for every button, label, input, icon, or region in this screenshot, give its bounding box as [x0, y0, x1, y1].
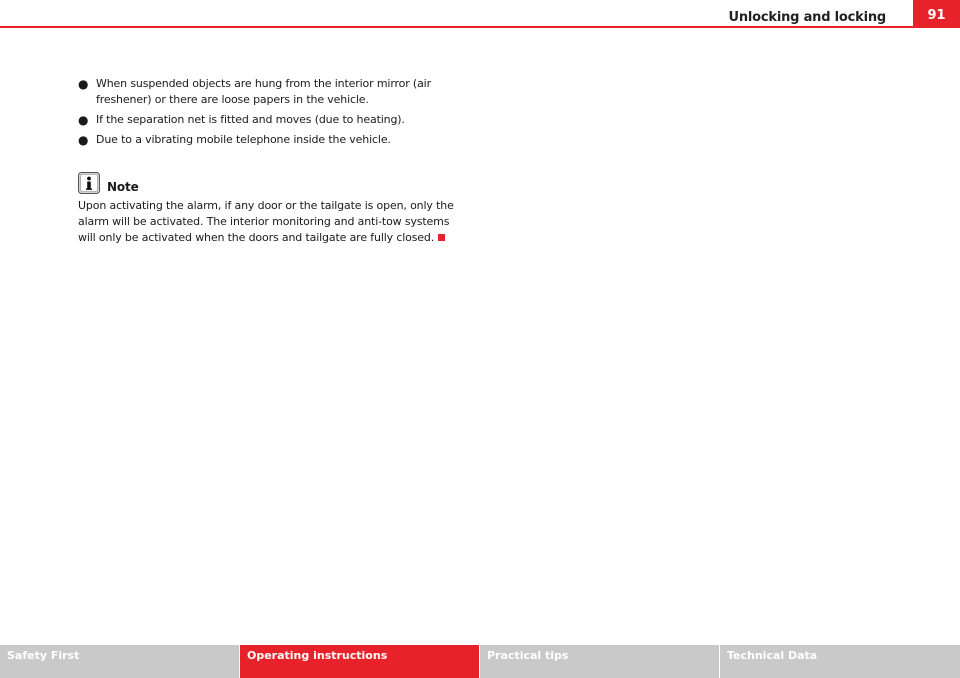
- footer-tab-technical-data[interactable]: Technical Data: [720, 645, 960, 678]
- note-label: Note: [107, 180, 139, 194]
- footer-tab-practical-tips[interactable]: Practical tips: [480, 645, 720, 678]
- info-icon: [78, 172, 100, 194]
- note-body: Upon activating the alarm, if any door or the tailgate is open, only the alarm will be activated. The interior monitoring and anti-tow systems will only be activated when the doors and tailgate are fully closed.: [78, 199, 454, 244]
- section-end-marker-icon: [438, 234, 445, 241]
- list-item-text: If the separation net is fitted and moves (due to heating).: [96, 113, 405, 126]
- main-content: [78, 76, 470, 246]
- note-text: [78, 198, 470, 246]
- footer-tab-operating-instructions[interactable]: Operating instructions: [240, 645, 480, 678]
- note-heading: [78, 168, 470, 194]
- list-item: [78, 76, 470, 108]
- footer-nav: [0, 645, 960, 678]
- bullet-icon: ●: [78, 113, 89, 127]
- page-title: Unlocking and locking: [728, 10, 886, 25]
- list-item-text: Due to a vibrating mobile telephone inside the vehicle.: [96, 133, 391, 146]
- header-rule: [0, 26, 960, 28]
- bullet-icon: ●: [78, 77, 89, 91]
- bullet-icon: ●: [78, 133, 89, 147]
- list-item: [78, 112, 470, 128]
- list-item-text: When suspended objects are hung from the interior mirror (air freshener) or there are loose papers in the vehicle.: [96, 77, 431, 106]
- bullet-list: [78, 76, 470, 148]
- footer-tab-safety-first[interactable]: Safety First: [0, 645, 240, 678]
- page-number: 91: [913, 0, 960, 28]
- list-item: [78, 132, 470, 148]
